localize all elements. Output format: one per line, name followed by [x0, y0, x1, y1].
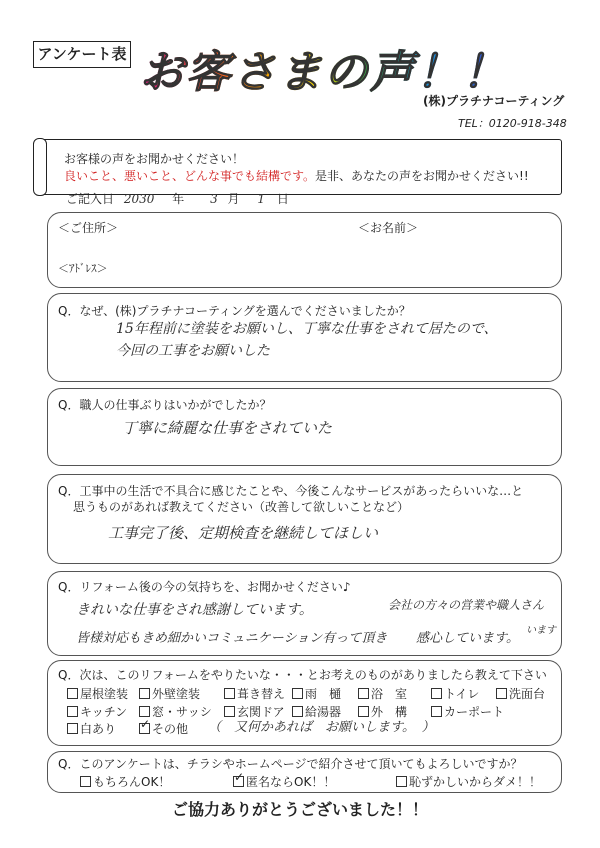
q6-option-label: もちろんOK！: [93, 775, 171, 789]
thanks-message: ご協力ありがとうございました！！: [171, 800, 428, 819]
q5-other-answer: （ 又何かあれば お願いします。 ）: [208, 720, 435, 735]
q5-option-label: 外 構: [371, 705, 408, 719]
q5-option-label: 給湯器: [305, 705, 342, 719]
q1-question: Q．なぜ、(株)プラチナコーティングを選んでくださいましたか？: [58, 304, 411, 318]
intro-line1: お客様の声をお聞かせください！: [64, 152, 245, 166]
page-title: お客さまの声！！: [140, 36, 508, 100]
q5-option-label: カーポート: [444, 705, 505, 719]
q5-option-other[interactable]: [139, 717, 189, 737]
q5-option-label: 洗面台: [509, 687, 546, 701]
q6-question: Q．このアンケートは、チラシやホームページで紹介させて頂いてもよろしいですか？: [58, 757, 523, 771]
q5-question: Q．次は、このリフォームをやりたいな・・・とお考えのものがありましたら教えて下さい: [58, 668, 547, 682]
date-day-unit: 日: [276, 192, 289, 206]
q6-option-label: 匿名ならOK！！: [246, 775, 336, 789]
q5-option-label: その他: [152, 722, 189, 736]
checkbox[interactable]: [431, 688, 442, 699]
q5-option-label: キッチン: [80, 705, 128, 719]
company-name: (株)プラチナコーティング: [423, 94, 565, 108]
q5-option-2[interactable]: [139, 685, 200, 702]
q2-answer: 丁寧に綺麗な仕事をされていた: [122, 419, 333, 437]
q4-answer-line2c: います: [526, 625, 556, 636]
checkbox[interactable]: [224, 688, 235, 699]
date-day: 1: [257, 192, 266, 206]
q6-option-ok[interactable]: [80, 773, 170, 790]
q3-answer: 工事完了後、定期検査を継続してほしい: [108, 524, 379, 542]
date-row: [66, 190, 289, 207]
q5-option-label: 窓・サッシ: [152, 705, 212, 719]
checkbox[interactable]: [67, 706, 78, 717]
q5-option-1[interactable]: [67, 685, 128, 702]
q4-question: Q．リフォーム後の今の気持ちを、お聞かせください♪: [58, 580, 351, 594]
q5-option-8[interactable]: [67, 703, 127, 720]
phone-number: TEL：0120-918-348: [458, 117, 567, 130]
q5-option-label: 浴 室: [371, 687, 408, 701]
q4-answer-line1b: 会社の方々の営業や職人さん: [388, 598, 545, 612]
q5-option-4[interactable]: [292, 685, 341, 702]
q6-option-no[interactable]: [396, 773, 541, 790]
checkbox[interactable]: [80, 776, 91, 787]
checkbox[interactable]: [358, 688, 369, 699]
q5-option-label: 玄関ドア: [237, 705, 285, 719]
q5-option-label: 屋根塗装: [80, 687, 129, 701]
q2-question: Q．職人の仕事ぶりはいかがでしたか？: [58, 398, 272, 412]
q5-option-5[interactable]: [358, 685, 407, 702]
intro-rest: 是非、あなたの声をお聞かせください!!: [315, 169, 529, 183]
checkbox[interactable]: [67, 688, 78, 699]
checkbox[interactable]: [292, 688, 303, 699]
q5-option-label: 外壁塗装: [152, 687, 201, 701]
checkbox[interactable]: [139, 688, 150, 699]
q4-answer-line1: きれいな仕事をされ感謝しています。: [76, 602, 313, 618]
q5-option-label: 雨 樋: [305, 687, 342, 701]
q5-option-3[interactable]: [224, 685, 285, 702]
name-label: ＜お名前＞: [358, 221, 419, 235]
checkbox[interactable]: [67, 723, 78, 734]
checkbox[interactable]: [139, 706, 150, 717]
q5-option-14[interactable]: [67, 720, 116, 737]
q5-option-label: 白あり: [80, 722, 117, 736]
survey-tag: アンケート表: [33, 41, 131, 68]
q5-option-label: トイレ: [444, 687, 480, 701]
date-year-unit: 年: [172, 192, 185, 206]
q5-option-6[interactable]: [431, 685, 479, 702]
date-month-unit: 月: [227, 192, 240, 206]
q5-option-13[interactable]: [431, 703, 504, 720]
q3-question-line1: Q．工事中の生活で不具合に感じたことや、今後こんなサービスがあったらいいな…と: [58, 484, 524, 498]
address-label: ＜ご住所＞: [58, 221, 119, 235]
q5-option-label: 葺き替え: [237, 687, 286, 701]
date-year: 2030: [123, 192, 155, 206]
intro-highlight: 良いこと、悪いこと、どんな事でも結構です。: [64, 169, 316, 183]
date-label: ご記入日: [66, 192, 115, 206]
checkbox[interactable]: [396, 776, 407, 787]
checkbox[interactable]: [496, 688, 507, 699]
q1-answer-line1: 15年程前に塗装をお願いし、丁寧な仕事をされて居たので、: [116, 321, 498, 337]
q3-question-line2: 思うものがあれば教えてください（改善して欲しいことなど）: [73, 500, 410, 514]
email-label: ＜ｱﾄﾞﾚｽ＞: [58, 262, 108, 275]
q4-answer-line2b: 感心しています。: [416, 631, 519, 646]
checkbox-checked[interactable]: [233, 770, 245, 787]
check-mark-icon: ✓: [234, 770, 245, 784]
address-box: [47, 212, 562, 288]
date-month: 3: [210, 192, 218, 206]
check-mark-icon: ✓: [140, 717, 151, 731]
q5-option-7[interactable]: [496, 685, 545, 702]
q1-answer-line2: 今回の工事をお願いした: [116, 343, 270, 359]
q6-option-label: 恥ずかしいからダメ！！: [409, 775, 542, 789]
q6-option-anonymous[interactable]: [233, 770, 336, 790]
intro-line2: [64, 167, 529, 184]
q4-answer-line2: 皆様対応もきめ細かいコミュニケーション有って頂き: [76, 631, 388, 646]
checkbox-checked[interactable]: [139, 717, 151, 734]
